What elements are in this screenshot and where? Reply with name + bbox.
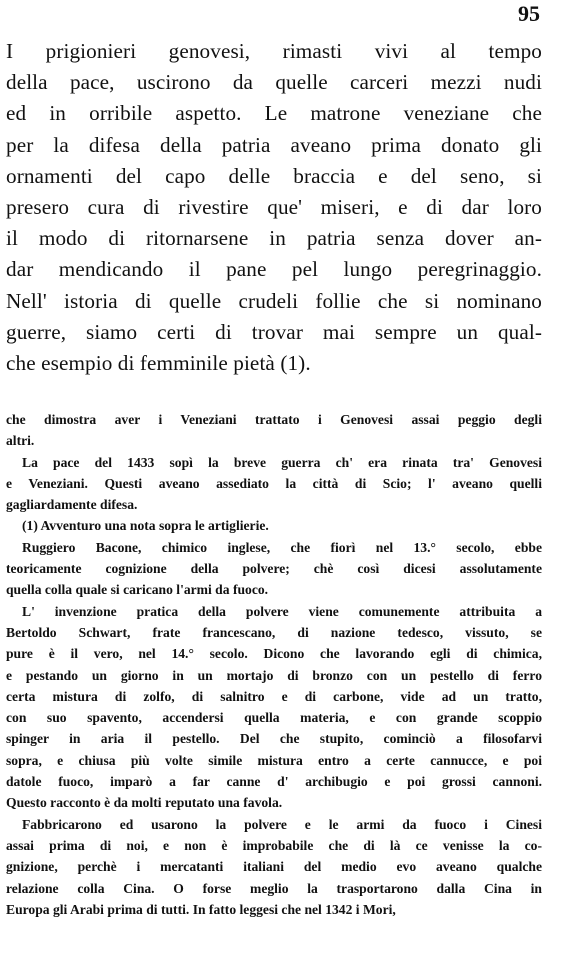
footnote-line: con suo spavento, accendersi quella materia, e con grande scoppio — [6, 710, 542, 726]
footnote-line: quella colla quale si caricano l'armi da fuoco. — [6, 582, 269, 598]
main-paragraph — [6, 36, 542, 379]
footnote-line: altri. — [6, 433, 35, 449]
footnote-line: gagliardamente difesa. — [6, 497, 138, 513]
main-text-line: dar mendicando il pane pel lungo peregrinaggio. — [6, 257, 542, 282]
footnote-line: (1) Avventuro una nota sopra le artiglierie. — [22, 518, 269, 534]
footnote-line: teoricamente cognizione della polvere; chè così dicesi assolutamente — [6, 561, 542, 577]
main-text-line: il modo di ritornarsene in patria senza dover an- — [6, 226, 542, 251]
footnote-line: L' invenzione pratica della polvere viene comunemente attribuita a — [22, 603, 542, 619]
footnote-line: datole fuoco, imparò a far canne d' archibugio e poi grossi cannoni. — [6, 774, 542, 790]
footnote-line: relazione colla Cina. O forse meglio la trasportarono dalla Cina in — [6, 880, 542, 896]
footnote-line: gnizione, perchè i mercatanti italiani del medio evo aveano qualche — [6, 859, 542, 875]
main-text-line: che esempio di femminile pietà (1). — [6, 351, 311, 376]
footnote-line: assai prima di noi, e non è improbabile che di là ce venisse la co- — [6, 837, 542, 853]
main-text-line: Nell' istoria di quelle crudeli follie che si nominano — [6, 288, 542, 313]
footnote-line: Fabbricarono ed usarono la polvere e le armi da fuoco i Cinesi — [22, 816, 542, 832]
footnote-line: Bertoldo Schwart, frate francescano, di nazione tedesco, vissuto, se — [6, 624, 542, 640]
footnote-line: Ruggiero Bacone, chimico inglese, che fiorì nel 13.° secolo, ebbe — [22, 539, 542, 555]
footnote-line: certa mistura di zolfo, di salnitro e di carbone, vide ad un tratto, — [6, 688, 542, 704]
footnote-line: che dimostra aver i Veneziani trattato i Genovesi assai peggio degli — [6, 412, 542, 427]
footnote-line: spinger in aria il pestello. Del che stupito, cominciò a filosofarvi — [6, 731, 542, 747]
main-text-line: ornamenti del capo delle braccia e del seno, si — [6, 163, 542, 188]
main-text-line: presero cura di rivestire que' miseri, e di dar loro — [6, 195, 542, 220]
footnote-line: Questo racconto è da molti reputato una favola. — [6, 795, 283, 811]
footnote-line: sopra, e chiusa più volte simile mistura entro a certe cannucce, e poi — [6, 752, 542, 768]
main-text-line: per la difesa della patria aveano prima donato gli — [6, 132, 542, 157]
footnotes — [6, 409, 542, 920]
footnote-line: pure è il vero, nel 14.° secolo. Dicono che lavorando egli di chimica, — [6, 646, 542, 662]
main-text-line: della pace, uscirono da quelle carceri mezzi nudi — [6, 70, 542, 95]
footnote-line: La pace del 1433 sopì la breve guerra ch' era rinata tra' Genovesi — [22, 454, 542, 470]
page-number: 95 — [518, 1, 540, 26]
main-text-line: guerre, siamo certi di trovar mai sempre un qual- — [6, 319, 542, 344]
footnote-line: e Veneziani. Questi aveano assediato la città di Scio; l' aveano quelli — [6, 475, 542, 491]
footnote-line: e pestando un giorno in un mortajo di bronzo con un pestello di ferro — [6, 667, 542, 683]
footnote-line: Europa gli Arabi prima di tutti. In fatto leggesi che nel 1342 i Mori, — [6, 901, 396, 917]
main-text-line: ed in orribile aspetto. Le matrone veneziane che — [6, 101, 542, 126]
main-text-line: I prigionieri genovesi, rimasti vivi al tempo — [6, 39, 542, 63]
